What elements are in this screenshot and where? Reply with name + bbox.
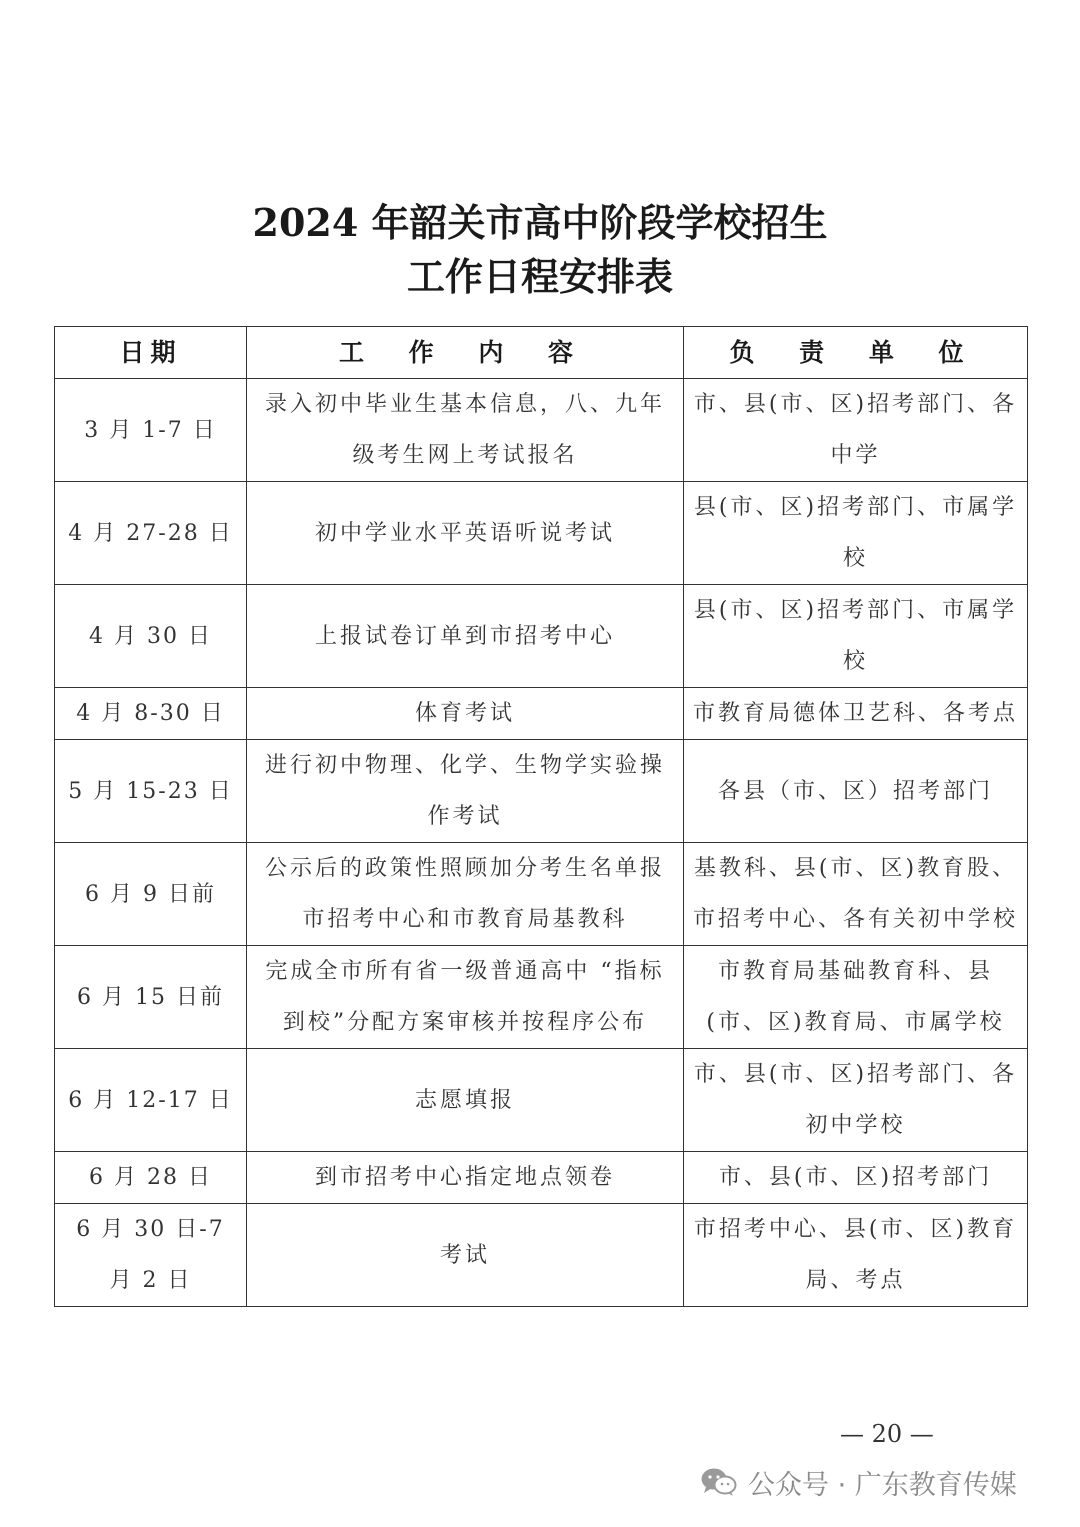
row-unit: 市、县(市、区)招考部门 bbox=[684, 1152, 1028, 1204]
row-unit: 县(市、区)招考部门、市属学校 bbox=[684, 585, 1028, 688]
row-date: 3 月 1-7 日 bbox=[55, 379, 247, 482]
table-row bbox=[55, 585, 1028, 688]
watermark bbox=[700, 1462, 1017, 1502]
row-unit: 市招考中心、县(市、区)教育局、考点 bbox=[684, 1204, 1028, 1307]
row-content: 到市招考中心指定地点领卷 bbox=[247, 1152, 684, 1204]
row-content: 考试 bbox=[247, 1204, 684, 1307]
document-title-line-1: 2024 年韶关市高中阶段学校招生 bbox=[252, 200, 828, 245]
row-date: 6 月 28 日 bbox=[55, 1152, 247, 1204]
row-date: 5 月 15-23 日 bbox=[55, 740, 247, 843]
row-date: 4 月 30 日 bbox=[55, 585, 247, 688]
row-unit: 市、县(市、区)招考部门、各初中学校 bbox=[684, 1049, 1028, 1152]
wechat-icon bbox=[700, 1466, 738, 1498]
row-unit: 市、县(市、区)招考部门、各中学 bbox=[684, 379, 1028, 482]
row-content: 志愿填报 bbox=[247, 1049, 684, 1152]
header-date: 日期 bbox=[55, 327, 247, 379]
page-number: — 20 — bbox=[840, 1420, 934, 1448]
table-row bbox=[55, 1204, 1028, 1307]
row-content: 公示后的政策性照顾加分考生名单报市招考中心和市教育局基教科 bbox=[247, 843, 684, 946]
row-date: 4 月 27-28 日 bbox=[55, 482, 247, 585]
document-title-line-2: 工作日程安排表 bbox=[406, 254, 673, 299]
schedule-table bbox=[54, 326, 1028, 1307]
table-row bbox=[55, 1152, 1028, 1204]
table-row bbox=[55, 740, 1028, 843]
table-row bbox=[55, 688, 1028, 740]
row-date: 6 月 9 日前 bbox=[55, 843, 247, 946]
row-date: 6 月 12-17 日 bbox=[55, 1049, 247, 1152]
table-row bbox=[55, 946, 1028, 1049]
row-content: 进行初中物理、化学、生物学实验操作考试 bbox=[247, 740, 684, 843]
row-unit: 基教科、县(市、区)教育股、市招考中心、各有关初中学校 bbox=[684, 843, 1028, 946]
row-unit: 市教育局德体卫艺科、各考点 bbox=[684, 688, 1028, 740]
watermark-text: 公众号 · 广东教育传媒 bbox=[748, 1469, 1017, 1501]
header-content: 工 作 内 容 bbox=[247, 327, 684, 379]
table-header-row bbox=[55, 327, 1028, 379]
row-content: 体育考试 bbox=[247, 688, 684, 740]
header-unit: 负 责 单 位 bbox=[684, 327, 1028, 379]
row-unit: 市教育局基础教育科、县(市、区)教育局、市属学校 bbox=[684, 946, 1028, 1049]
table-row bbox=[55, 1049, 1028, 1152]
row-content: 上报试卷订单到市招考中心 bbox=[247, 585, 684, 688]
table-row bbox=[55, 379, 1028, 482]
row-content: 完成全市所有省一级普通高中 “指标到校”分配方案审核并按程序公布 bbox=[247, 946, 684, 1049]
row-content: 初中学业水平英语听说考试 bbox=[247, 482, 684, 585]
table-row bbox=[55, 482, 1028, 585]
row-content: 录入初中毕业生基本信息，八、九年级考生网上考试报名 bbox=[247, 379, 684, 482]
row-unit: 县(市、区)招考部门、市属学校 bbox=[684, 482, 1028, 585]
row-date: 6 月 30 日-7 月 2 日 bbox=[55, 1204, 247, 1307]
table-row bbox=[55, 843, 1028, 946]
row-date: 4 月 8-30 日 bbox=[55, 688, 247, 740]
row-date: 6 月 15 日前 bbox=[55, 946, 247, 1049]
row-unit: 各县（市、区）招考部门 bbox=[684, 740, 1028, 843]
